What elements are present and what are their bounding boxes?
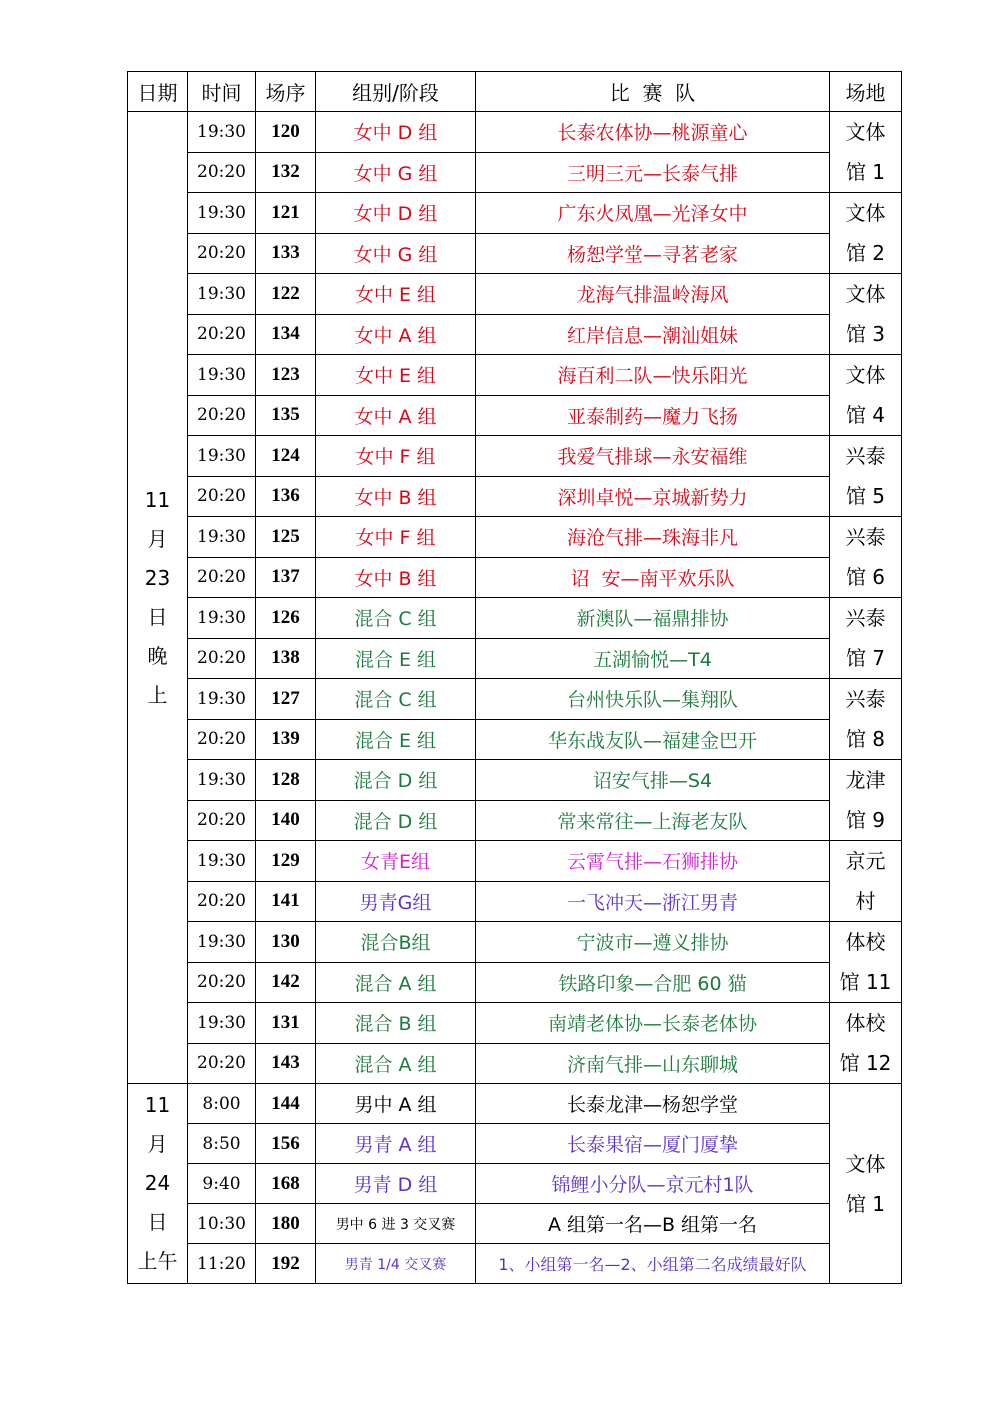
date-line: 月 [147, 1132, 168, 1156]
table-row [128, 922, 902, 963]
group-cell: 男青 D 组 [316, 1164, 476, 1204]
table-row [128, 638, 902, 679]
match-no-cell: 131 [256, 1003, 316, 1044]
time-cell: 20:20 [188, 800, 256, 841]
venue-line: 馆 1 [845, 160, 886, 184]
teams-cell: 杨恕学堂—寻茗老家 [476, 233, 830, 274]
teams-cell: 五湖愉悦—T4 [476, 638, 830, 679]
table-row [128, 1003, 902, 1044]
time-cell: 19:30 [188, 922, 256, 963]
venue-line: 馆 6 [845, 565, 886, 589]
date-line: 日 [147, 604, 168, 629]
group-cell: 女中 E 组 [316, 274, 476, 315]
teams-cell: 海百利二队—快乐阳光 [476, 355, 830, 396]
group-cell: 混合 D 组 [316, 800, 476, 841]
time-cell: 20:20 [188, 152, 256, 193]
venue-cell [830, 436, 902, 517]
schedule-body [128, 112, 902, 1284]
time-cell: 20:20 [188, 719, 256, 760]
time-cell: 10:30 [188, 1204, 256, 1244]
date-cell [128, 112, 188, 1084]
match-no-cell: 143 [256, 1043, 316, 1084]
teams-cell: 一飞冲天—浙江男青 [476, 881, 830, 922]
date-line: 11 [144, 1093, 171, 1117]
table-row [128, 395, 902, 436]
group-cell: 混合 B 组 [316, 1003, 476, 1044]
venue-line: 京元 [845, 849, 886, 873]
group-cell: 女中 F 组 [316, 436, 476, 477]
group-cell: 混合 A 组 [316, 962, 476, 1003]
table-row [128, 1043, 902, 1084]
teams-cell: 云霄气排—石狮排协 [476, 841, 830, 882]
teams-cell: 三明三元—长泰气排 [476, 152, 830, 193]
venue-line: 馆 11 [839, 970, 892, 994]
teams-cell: A 组第一名—B 组第一名 [476, 1204, 830, 1244]
header-teams: 比 赛 队 [476, 72, 830, 112]
group-cell: 男中 6 进 3 交叉赛 [316, 1204, 476, 1244]
time-cell: 11:20 [188, 1244, 256, 1284]
table-row [128, 719, 902, 760]
header-match-no: 场序 [256, 72, 316, 112]
teams-cell: 红岸信息—潮汕姐妹 [476, 314, 830, 355]
teams-cell: 锦鲤小分队—京元村1队 [476, 1164, 830, 1204]
teams-cell: 我爱气排球—永安福维 [476, 436, 830, 477]
match-no-cell: 122 [256, 274, 316, 315]
time-cell: 19:30 [188, 274, 256, 315]
group-cell: 混合 C 组 [316, 598, 476, 639]
table-row [128, 1084, 902, 1124]
match-no-cell: 142 [256, 962, 316, 1003]
date-line: 月 [147, 526, 168, 551]
venue-cell [830, 922, 902, 1003]
date-line: 日 [147, 1210, 168, 1234]
time-cell: 19:30 [188, 193, 256, 234]
group-cell: 女中 G 组 [316, 233, 476, 274]
teams-cell: 海沧气排—珠海非凡 [476, 517, 830, 558]
date-line: 晚 [147, 643, 168, 668]
time-cell: 20:20 [188, 557, 256, 598]
venue-line: 文体 [845, 1151, 886, 1176]
time-cell: 19:30 [188, 517, 256, 558]
venue-line: 文体 [845, 363, 886, 387]
venue-line: 文体 [845, 120, 886, 144]
time-cell: 19:30 [188, 112, 256, 153]
table-row [128, 557, 902, 598]
group-cell: 女中 B 组 [316, 557, 476, 598]
venue-line: 馆 3 [845, 322, 886, 346]
table-row [128, 962, 902, 1003]
group-cell: 混合 D 组 [316, 760, 476, 801]
table-row [128, 274, 902, 315]
table-row [128, 436, 902, 477]
match-no-cell: 168 [256, 1164, 316, 1204]
header-date: 日期 [128, 72, 188, 112]
venue-cell [830, 112, 902, 193]
venue-line: 文体 [845, 201, 886, 225]
match-no-cell: 133 [256, 233, 316, 274]
teams-cell: 台州快乐队—集翔队 [476, 679, 830, 720]
group-cell: 混合 E 组 [316, 638, 476, 679]
teams-cell: 长泰果宿—厦门厦挚 [476, 1124, 830, 1164]
time-cell: 19:30 [188, 679, 256, 720]
header-venue: 场地 [830, 72, 902, 112]
venue-cell [830, 598, 902, 679]
match-no-cell: 125 [256, 517, 316, 558]
teams-cell: 新澳队—福鼎排协 [476, 598, 830, 639]
time-cell: 19:30 [188, 1003, 256, 1044]
table-row [128, 598, 902, 639]
date-line: 上午 [137, 1249, 178, 1273]
time-cell: 19:30 [188, 760, 256, 801]
group-cell: 女中 E 组 [316, 355, 476, 396]
match-no-cell: 130 [256, 922, 316, 963]
teams-cell: 济南气排—山东聊城 [476, 1043, 830, 1084]
match-no-cell: 135 [256, 395, 316, 436]
time-cell: 19:30 [188, 598, 256, 639]
venue-line: 馆 9 [845, 808, 886, 832]
venue-line: 馆 12 [839, 1051, 892, 1075]
teams-cell: 广东火凤凰—光泽女中 [476, 193, 830, 234]
table-row [128, 476, 902, 517]
teams-cell: 长泰龙津—杨恕学堂 [476, 1084, 830, 1124]
table-row [128, 1124, 902, 1164]
match-no-cell: 180 [256, 1204, 316, 1244]
venue-line: 馆 8 [845, 727, 886, 751]
group-cell: 混合 C 组 [316, 679, 476, 720]
group-cell: 女中 B 组 [316, 476, 476, 517]
match-no-cell: 144 [256, 1084, 316, 1124]
teams-cell: 长泰农体协—桃源童心 [476, 112, 830, 153]
schedule-table [127, 71, 902, 1284]
date-cell [128, 1084, 188, 1284]
group-cell: 女中 G 组 [316, 152, 476, 193]
teams-cell: 诏 安—南平欢乐队 [476, 557, 830, 598]
venue-cell [830, 760, 902, 841]
match-no-cell: 132 [256, 152, 316, 193]
time-cell: 20:20 [188, 1043, 256, 1084]
match-no-cell: 124 [256, 436, 316, 477]
venue-cell [830, 841, 902, 922]
teams-cell: 亚泰制药—魔力飞扬 [476, 395, 830, 436]
table-row [128, 112, 902, 153]
venue-cell [830, 274, 902, 355]
venue-cell [830, 517, 902, 598]
table-row [128, 517, 902, 558]
venue-line: 体校 [845, 1011, 886, 1035]
match-no-cell: 120 [256, 112, 316, 153]
table-row [128, 1164, 902, 1204]
teams-cell: 1、小组第一名—2、小组第二名成绩最好队 [476, 1244, 830, 1284]
group-cell: 男青 1/4 交叉赛 [316, 1244, 476, 1284]
table-row [128, 1204, 902, 1244]
venue-line: 兴泰 [845, 687, 886, 711]
teams-cell: 铁路印象—合肥 60 猫 [476, 962, 830, 1003]
venue-line: 兴泰 [845, 606, 886, 630]
date-line: 上 [147, 682, 168, 707]
time-cell: 20:20 [188, 314, 256, 355]
match-no-cell: 121 [256, 193, 316, 234]
time-cell: 9:40 [188, 1164, 256, 1204]
venue-line: 龙津 [845, 768, 886, 792]
match-no-cell: 127 [256, 679, 316, 720]
match-no-cell: 134 [256, 314, 316, 355]
table-row [128, 679, 902, 720]
table-row [128, 152, 902, 193]
venue-line: 兴泰 [845, 444, 886, 468]
venue-cell [830, 193, 902, 274]
match-no-cell: 128 [256, 760, 316, 801]
match-no-cell: 126 [256, 598, 316, 639]
teams-cell: 宁波市—遵义排协 [476, 922, 830, 963]
group-cell: 女中 D 组 [316, 112, 476, 153]
venue-line: 馆 1 [845, 1191, 886, 1216]
time-cell: 8:00 [188, 1084, 256, 1124]
time-cell: 19:30 [188, 436, 256, 477]
table-row [128, 881, 902, 922]
group-cell: 女中 F 组 [316, 517, 476, 558]
date-line: 23 [144, 565, 171, 590]
table-row [128, 1244, 902, 1284]
date-line: 11 [144, 487, 171, 512]
venue-line: 馆 5 [845, 484, 886, 508]
match-no-cell: 129 [256, 841, 316, 882]
match-no-cell: 139 [256, 719, 316, 760]
venue-cell [830, 679, 902, 760]
venue-line: 村 [855, 889, 876, 913]
time-cell: 20:20 [188, 962, 256, 1003]
match-no-cell: 136 [256, 476, 316, 517]
time-cell: 8:50 [188, 1124, 256, 1164]
header-group-stage: 组别/阶段 [316, 72, 476, 112]
match-no-cell: 137 [256, 557, 316, 598]
time-cell: 19:30 [188, 841, 256, 882]
group-cell: 男青 A 组 [316, 1124, 476, 1164]
venue-cell [830, 355, 902, 436]
table-row [128, 800, 902, 841]
time-cell: 20:20 [188, 395, 256, 436]
table-row [128, 193, 902, 234]
table-row [128, 355, 902, 396]
date-line: 24 [144, 1171, 171, 1195]
venue-cell [830, 1003, 902, 1084]
match-no-cell: 138 [256, 638, 316, 679]
venue-cell [830, 1084, 902, 1284]
time-cell: 20:20 [188, 881, 256, 922]
teams-cell: 深圳卓悦—京城新势力 [476, 476, 830, 517]
group-cell: 男青G组 [316, 881, 476, 922]
venue-line: 馆 2 [845, 241, 886, 265]
group-cell: 混合 A 组 [316, 1043, 476, 1084]
match-no-cell: 156 [256, 1124, 316, 1164]
teams-cell: 华东战友队—福建金巴开 [476, 719, 830, 760]
match-no-cell: 192 [256, 1244, 316, 1284]
header-time: 时间 [188, 72, 256, 112]
group-cell: 女中 A 组 [316, 395, 476, 436]
group-cell: 男中 A 组 [316, 1084, 476, 1124]
group-cell: 女中 D 组 [316, 193, 476, 234]
table-row [128, 841, 902, 882]
group-cell: 女青E组 [316, 841, 476, 882]
venue-line: 兴泰 [845, 525, 886, 549]
teams-cell: 诏安气排—S4 [476, 760, 830, 801]
match-no-cell: 123 [256, 355, 316, 396]
table-row [128, 760, 902, 801]
header-row [128, 72, 902, 112]
table-row [128, 233, 902, 274]
venue-line: 文体 [845, 282, 886, 306]
match-no-cell: 141 [256, 881, 316, 922]
match-no-cell: 140 [256, 800, 316, 841]
time-cell: 20:20 [188, 476, 256, 517]
teams-cell: 龙海气排温岭海风 [476, 274, 830, 315]
group-cell: 混合 E 组 [316, 719, 476, 760]
teams-cell: 常来常往—上海老友队 [476, 800, 830, 841]
venue-line: 体校 [845, 930, 886, 954]
table-row [128, 314, 902, 355]
group-cell: 混合B组 [316, 922, 476, 963]
time-cell: 20:20 [188, 638, 256, 679]
teams-cell: 南靖老体协—长泰老体协 [476, 1003, 830, 1044]
venue-line: 馆 4 [845, 403, 886, 427]
group-cell: 女中 A 组 [316, 314, 476, 355]
venue-line: 馆 7 [845, 646, 886, 670]
time-cell: 19:30 [188, 355, 256, 396]
time-cell: 20:20 [188, 233, 256, 274]
